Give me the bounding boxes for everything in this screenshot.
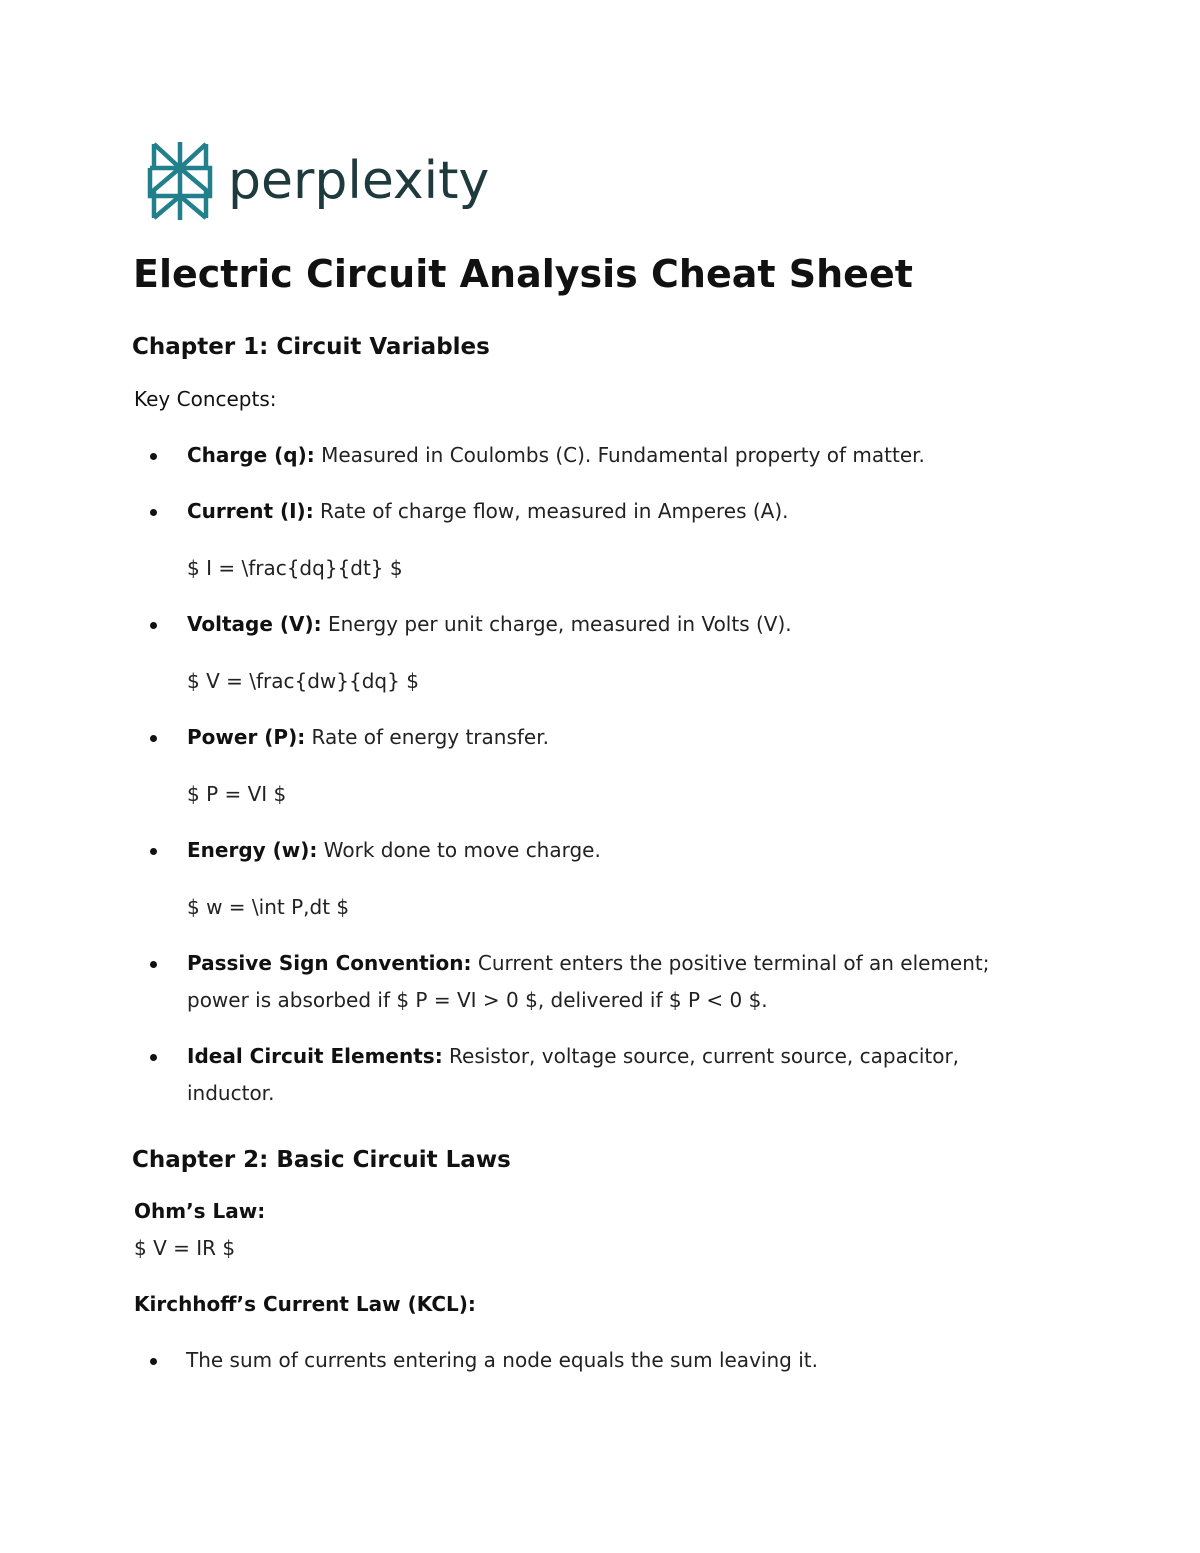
term: Current (I): <box>187 499 314 523</box>
list-item-passive-sign <box>187 945 990 982</box>
desc: Resistor, voltage source, current source, capacitor, <box>442 1044 960 1068</box>
term: Power (P): <box>187 725 306 749</box>
kcl-label: Kirchhoff’s Current Law (KCL): <box>134 1292 476 1316</box>
list-item-voltage <box>187 606 792 643</box>
list-item-current <box>187 493 789 530</box>
bullet-dot <box>150 1054 157 1061</box>
ohms-law-formula: $ V = IR $ <box>134 1236 236 1260</box>
list-item-energy <box>187 832 601 869</box>
term: Energy (w): <box>187 838 318 862</box>
term: Passive Sign Convention: <box>187 951 472 975</box>
term: Voltage (V): <box>187 612 322 636</box>
list-item-ideal-elements <box>187 1038 959 1075</box>
desc: Rate of charge flow, measured in Amperes (A). <box>313 499 789 523</box>
formula-current: $ I = \frac{dq}{dt} $ <box>187 556 403 580</box>
perplexity-logo <box>146 140 506 222</box>
list-item-charge <box>187 437 925 474</box>
list-item-power <box>187 719 549 756</box>
key-concepts-label: Key Concepts: <box>134 387 277 411</box>
term: Charge (q): <box>187 443 315 467</box>
formula-voltage: $ V = \frac{dw}{dq} $ <box>187 669 419 693</box>
formula-power: $ P = VI $ <box>187 782 287 806</box>
ohms-law-label: Ohm’s Law: <box>134 1199 266 1223</box>
desc: Current enters the positive terminal of an element; <box>471 951 990 975</box>
bullet-dot <box>150 622 157 629</box>
desc: Work done to move charge. <box>317 838 601 862</box>
bullet-dot <box>150 453 157 460</box>
list-item-passive-sign-continued: power is absorbed if $ P = VI > 0 $, delivered if $ P < 0 $. <box>187 988 768 1012</box>
bullet-dot <box>150 735 157 742</box>
bullet-dot <box>150 1358 157 1365</box>
perplexity-logo-icon <box>146 140 506 222</box>
bullet-dot <box>150 848 157 855</box>
desc: Energy per unit charge, measured in Volts (V). <box>321 612 792 636</box>
term: Ideal Circuit Elements: <box>187 1044 443 1068</box>
list-item-ideal-elements-continued: inductor. <box>187 1081 275 1105</box>
desc: Rate of energy transfer. <box>305 725 549 749</box>
chapter1-heading: Chapter 1: Circuit Variables <box>132 334 490 360</box>
formula-energy: $ w = \int P,dt $ <box>187 895 350 919</box>
bullet-dot <box>150 509 157 516</box>
desc: Measured in Coulombs (C). Fundamental property of matter. <box>314 443 925 467</box>
page-title: Electric Circuit Analysis Cheat Sheet <box>133 252 913 296</box>
list-item-kcl: The sum of currents entering a node equals the sum leaving it. <box>186 1348 818 1372</box>
bullet-dot <box>150 961 157 968</box>
logo-wordmark: perplexity <box>228 151 490 211</box>
chapter2-heading: Chapter 2: Basic Circuit Laws <box>132 1147 511 1173</box>
